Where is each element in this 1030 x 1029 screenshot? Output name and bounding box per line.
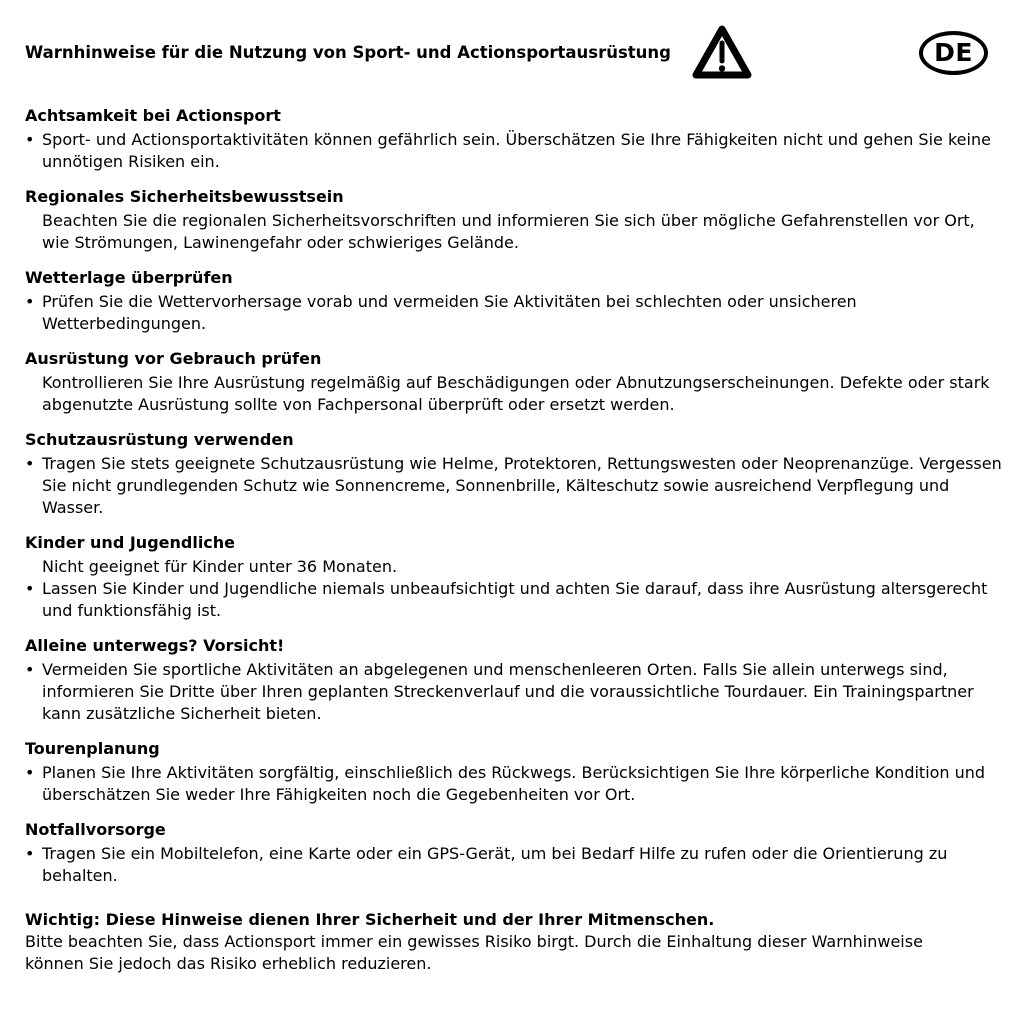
warning-section xyxy=(25,187,1002,254)
bullet-item xyxy=(25,453,1002,519)
bullet-item xyxy=(25,291,1002,335)
item-text: Planen Sie Ihre Aktivitäten sorgfältig, einschließlich des Rückwegs. Berücksichtigen Sie Ihre körperliche Kondition und überschätzen Sie weder Ihre Fähigkeiten noch die Gegebenheiten vor Ort. xyxy=(42,763,986,804)
section-heading: Regionales Sicherheitsbewusstsein xyxy=(25,187,344,206)
item-text: Nicht geeignet für Kinder unter 36 Monaten. xyxy=(42,557,398,576)
warning-section xyxy=(25,739,1002,806)
section-heading: Kinder und Jugendliche xyxy=(25,533,236,552)
indent-item xyxy=(25,372,1002,416)
item-text: Sport- und Actionsportaktivitäten können gefährlich sein. Überschätzen Sie Ihre Fähigkeiten nicht und gehen Sie keine unnötigen Risiken ein. xyxy=(42,130,991,171)
footer-important-line: Wichtig: Diese Hinweise dienen Ihrer Sicherheit und der Ihrer Mitmenschen. xyxy=(25,910,715,929)
bullet-item xyxy=(25,843,1002,887)
bullet-marker: • xyxy=(25,763,35,782)
warning-triangle-icon xyxy=(691,24,753,82)
item-text: Prüfen Sie die Wettervorhersage vorab und vermeiden Sie Aktivitäten bei schlechten oder unsicheren Wetterbedingungen. xyxy=(42,292,857,333)
warning-section xyxy=(25,533,1002,622)
bullet-marker: • xyxy=(25,130,35,149)
page-title: Warnhinweise für die Nutzung von Sport- und Actionsportausrüstung xyxy=(25,43,671,62)
section-heading: Ausrüstung vor Gebrauch prüfen xyxy=(25,349,322,368)
page-footer xyxy=(25,909,1002,975)
item-text: Vermeiden Sie sportliche Aktivitäten an abgelegenen und menschenleeren Orten. Falls Sie allein unterwegs sind, informieren Sie Dritte über Ihren geplanten Streckenverlauf und die voraussichtliche Tourdauer. Ein Trainingspartner kann zusätzliche Sicherheit bieten. xyxy=(42,660,974,723)
bullet-marker: • xyxy=(25,660,35,679)
item-text: Beachten Sie die regionalen Sicherheitsvorschriften und informieren Sie sich über mögliche Gefahrenstellen vor Ort, wie Strömungen, Lawinengefahr oder schwieriges Gelände. xyxy=(42,211,975,252)
bullet-item xyxy=(25,578,1002,622)
indent-spacer xyxy=(25,372,42,416)
warning-section xyxy=(25,106,1002,173)
indent-item xyxy=(25,210,1002,254)
section-heading: Notfallvorsorge xyxy=(25,820,166,839)
bullet-marker: • xyxy=(25,579,35,598)
language-badge-label: DE xyxy=(934,38,973,67)
warning-section xyxy=(25,349,1002,416)
bullet-marker: • xyxy=(25,292,35,311)
item-text: Tragen Sie ein Mobiltelefon, eine Karte oder ein GPS-Gerät, um bei Bedarf Hilfe zu rufen oder die Orientierung zu behalten. xyxy=(42,844,948,885)
de-language-badge xyxy=(919,31,988,75)
warning-section xyxy=(25,430,1002,519)
section-heading: Alleine unterwegs? Vorsicht! xyxy=(25,636,285,655)
item-text: Kontrollieren Sie Ihre Ausrüstung regelmäßig auf Beschädigungen oder Abnutzungserscheinungen. Defekte oder stark abgenutzte Ausrüstung sollte von Fachpersonal überprüft oder ersetzt werden. xyxy=(42,373,990,414)
warning-section xyxy=(25,820,1002,887)
bullet-marker: • xyxy=(25,454,35,473)
warning-section xyxy=(25,268,1002,335)
bullet-marker: • xyxy=(25,844,35,863)
item-text: Tragen Sie stets geeignete Schutzausrüstung wie Helme, Protektoren, Rettungswesten oder Neoprenanzüge. Vergessen Sie nicht grundlegenden Schutz wie Sonnencreme, Sonnenbrille, Kälteschutz sowie ausreichend Verpflegung und Wasser. xyxy=(42,454,1002,517)
footer-text: Bitte beachten Sie, dass Actionsport immer ein gewisses Risiko birgt. Durch die Einhaltung dieser Warnhinweise können Sie jedoch das Risiko erheblich reduzieren. xyxy=(25,932,923,973)
bullet-item xyxy=(25,659,1002,725)
section-heading: Wetterlage überprüfen xyxy=(25,268,233,287)
page-header xyxy=(25,0,1002,106)
section-heading: Schutzausrüstung verwenden xyxy=(25,430,294,449)
indent-spacer xyxy=(25,210,42,254)
bullet-item xyxy=(25,762,1002,806)
warning-sections xyxy=(25,106,1002,887)
indent-item xyxy=(25,556,1002,578)
item-text: Lassen Sie Kinder und Jugendliche niemals unbeaufsichtigt und achten Sie darauf, dass ihre Ausrüstung altersgerecht und funktionsfähig ist. xyxy=(42,579,988,620)
section-heading: Tourenplanung xyxy=(25,739,160,758)
bullet-item xyxy=(25,129,1002,173)
warning-section xyxy=(25,636,1002,725)
indent-spacer xyxy=(25,556,42,578)
section-heading: Achtsamkeit bei Actionsport xyxy=(25,106,281,125)
